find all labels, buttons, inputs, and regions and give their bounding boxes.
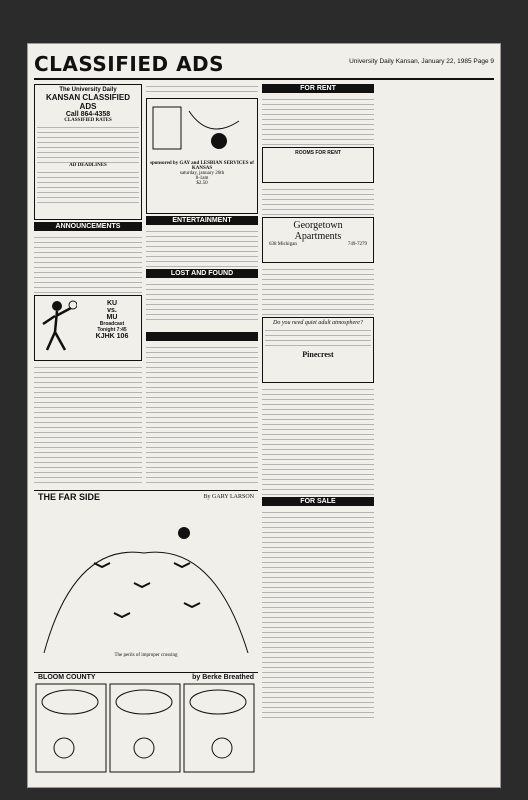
- page-title: CLASSIFIED ADS: [34, 52, 225, 76]
- sponsor-text: sponsored by GAY and LESBIAN SERVICES of KANSAS: [150, 161, 254, 171]
- deadlines-text: [37, 168, 139, 204]
- party-ad: [146, 98, 258, 214]
- rooms-ad: [262, 147, 374, 183]
- cartoon-byline: By GARY LARSON: [203, 494, 254, 500]
- lost-found-text: [146, 280, 258, 320]
- georgetown-ad: [262, 217, 374, 263]
- ad-text: [146, 82, 258, 96]
- pinecrest-question: Do you need quiet adult atmosphere?: [273, 320, 363, 326]
- column-2-lower-text: [146, 343, 258, 483]
- ku-text: KU: [106, 300, 118, 307]
- sponsor-date: saturday, january 26th: [179, 171, 225, 176]
- for-rent-text: [262, 95, 374, 145]
- rates-line2: KANSAN CLASSIFIED ADS: [45, 93, 130, 111]
- comic-panels-icon: [34, 682, 258, 776]
- announcements-text-2: [34, 363, 142, 483]
- entertainment-text: [146, 227, 258, 267]
- basketball-player-icon: [37, 298, 77, 354]
- rates-box: [34, 84, 142, 220]
- broadcast-time: Tonight 7:45: [97, 327, 127, 333]
- for-rent-text-2: [262, 185, 374, 215]
- party-illustration-icon: [149, 101, 249, 161]
- newspaper-page: [28, 44, 500, 787]
- georgetown-name: Georgetown: [293, 220, 343, 231]
- for-rent-text-3: [262, 265, 374, 315]
- column-2-lower: [146, 330, 258, 488]
- georgetown-address: 638 Michigan: [269, 242, 297, 247]
- section-announcements: ANNOUNCEMENTS: [34, 222, 142, 231]
- georgetown-name2: Apartments: [294, 231, 342, 242]
- cartoon-caption: The perils of improper crossing: [114, 653, 178, 658]
- section-for-sale: FOR SALE: [262, 497, 374, 506]
- far-side-cartoon: [34, 490, 258, 667]
- strip-byline: by Berke Breathed: [192, 674, 254, 681]
- section-for-rent: FOR RENT: [262, 84, 374, 93]
- sponsor-price: $2.50: [196, 181, 208, 186]
- georgetown-phone: 749-7279: [347, 242, 367, 247]
- rates-phone: Call 864-4358: [65, 111, 111, 118]
- deadlines-label: AD DEADLINES: [69, 163, 107, 168]
- vs-text: vs.: [107, 307, 117, 314]
- rates-table: [37, 123, 139, 163]
- pinecrest-name: Pinecrest: [302, 350, 334, 359]
- for-sale-text: [262, 508, 374, 718]
- section-entertainment: ENTERTAINMENT: [146, 216, 258, 225]
- pinecrest-ad: [262, 317, 374, 383]
- section-lost-found: LOST AND FOUND: [146, 269, 258, 278]
- bloom-county-strip: [34, 672, 258, 781]
- sponsor-time: 8-1am: [195, 176, 209, 181]
- rates-label: CLASSIFIED RATES: [64, 118, 112, 123]
- pinecrest-text: [265, 326, 371, 350]
- rooms-title: ROOMS FOR RENT: [295, 150, 341, 156]
- page-header: [34, 54, 494, 80]
- section-lost-found-2: [146, 332, 258, 341]
- cartoon-drawing-icon: [34, 503, 258, 653]
- rates-line1: The University Daily: [59, 87, 117, 93]
- announcements-text: [34, 233, 142, 293]
- running-head: University Daily Kansan, January 22, 1985 Page 9: [349, 58, 494, 65]
- column-3: [262, 82, 374, 782]
- mu-text: MU: [106, 314, 118, 321]
- cartoon-title: THE FAR SIDE: [38, 492, 101, 502]
- broadcast-text: Broadcast: [99, 321, 125, 327]
- column-2: [146, 82, 258, 322]
- ku-promo: [34, 295, 142, 361]
- strip-title: BLOOM COUNTY: [38, 674, 96, 681]
- station-logo: KJHK 106: [95, 333, 129, 340]
- for-rent-text-4: [262, 385, 374, 495]
